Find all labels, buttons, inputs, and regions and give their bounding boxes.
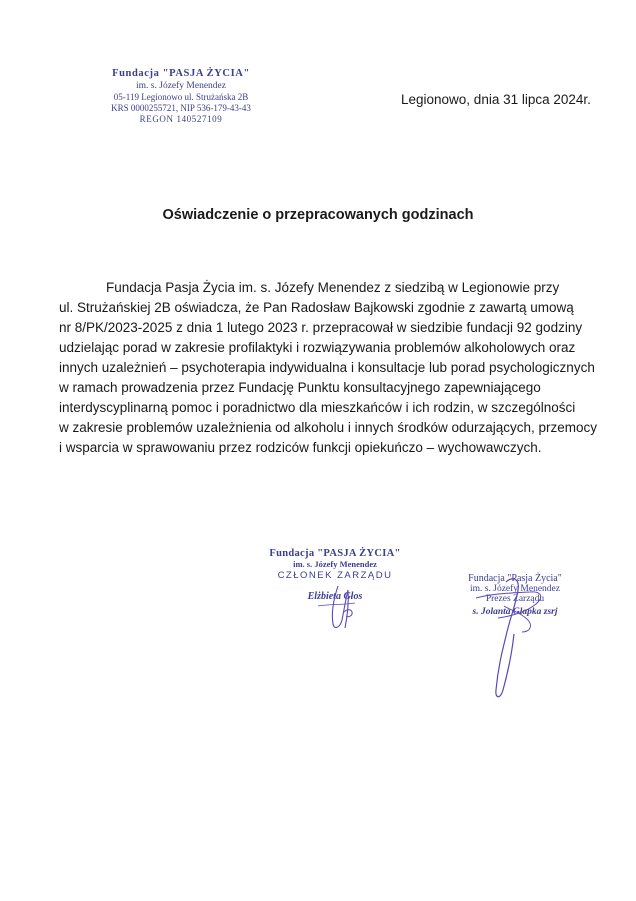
stamp-address: 05-119 Legionowo ul. Strużańska 2B xyxy=(113,92,249,102)
place-and-date: Legionowo, dnia 31 lipca 2024r. xyxy=(401,92,591,107)
stamp-right-patron: im. s. Józefy Menendez xyxy=(470,584,560,594)
stamp-left-patron: im. s. Józefy Menendez xyxy=(293,559,377,569)
stamp-right-name: s. Jolanta Glapka zsrj xyxy=(472,607,558,617)
stamp-right-role: Prezes Zarządu xyxy=(485,594,545,604)
stamp-left-role: CZŁONEK ZARZĄDU xyxy=(277,570,393,581)
board-member-stamp xyxy=(250,548,420,602)
president-stamp xyxy=(445,573,585,617)
body-line: innych uzależnień – psychoterapia indywidualna i konsultacje lub porad psychologicznych xyxy=(59,360,595,375)
stamp-patron: im. s. Józefy Menendez xyxy=(136,81,226,91)
body-line: udzielając porad w zakresie profilaktyki i rozwiązywania problemów alkoholowych oraz xyxy=(59,340,576,355)
stamp-left-name: Elżbieta Głos xyxy=(307,591,363,602)
stamp-right-org: Fundacja "Pasja Życia" xyxy=(468,573,562,584)
body-line: w zakresie problemów uzależnienia od alkoholu i innych środków odurzających, przemocy xyxy=(59,420,598,435)
foundation-header-stamp xyxy=(96,68,266,124)
stamp-regon: REGON 140527109 xyxy=(139,114,223,124)
body-line: w ramach prowadzenia przez Fundację Punktu konsultacyjnego zapewniającego xyxy=(59,380,541,395)
stamp-krs-nip: KRS 0000255721, NIP 536-179-43-43 xyxy=(111,103,251,113)
stamp-org-name: Fundacja "PASJA ŻYCIA" xyxy=(112,68,250,79)
stamp-left-org: Fundacja "PASJA ŻYCIA" xyxy=(269,548,401,559)
document-title: Oświadczenie o przepracowanych godzinach xyxy=(162,207,474,223)
body-line: ul. Strużańskiej 2B oświadcza, że Pan Radosław Bajkowski zgodnie z zawartą umową xyxy=(59,300,574,315)
body-line: Fundacja Pasja Życia im. s. Józefy Menendez z siedzibą w Legionowie przy xyxy=(106,280,560,295)
body-line: nr 8/PK/2023-2025 z dnia 1 lutego 2023 r. przepracował w siedzibie fundacji 92 godziny xyxy=(59,320,583,335)
body-line: i wsparcia w sprawowaniu przez rodziców funkcji opiekuńczo – wychowawczych. xyxy=(59,440,542,455)
body-line: interdyscyplinarną pomoc i poradnictwo dla mieszkańców i ich rodzin, w szczególności xyxy=(59,400,576,415)
